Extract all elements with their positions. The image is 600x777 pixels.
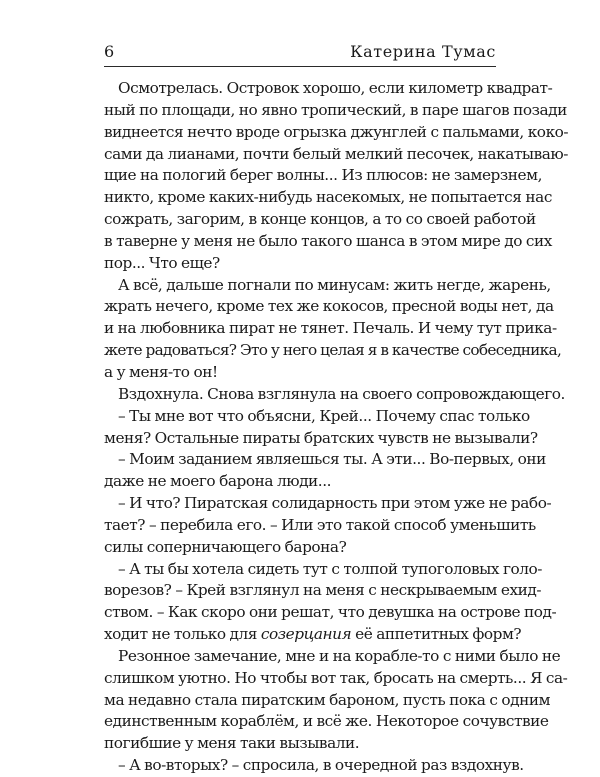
text-line: жрать нечего, кроме тех же кокосов, пресной воды нет, да (104, 297, 554, 316)
text-line: в таверне у меня не было такого шанса в этом мире до сих (104, 231, 552, 250)
paragraph (104, 384, 565, 406)
paragraph (104, 406, 538, 450)
text-line: ма недавно стала пиратским бароном, пусть пока с одним (104, 690, 551, 709)
body-text (104, 78, 569, 777)
text-line: ный по площади, но явно тропический, в паре шагов позади (104, 100, 567, 119)
text-line: – А во-вторых? – спросила, в очередной раз вздохнув. (118, 756, 524, 775)
paragraph (104, 755, 524, 777)
text-line: – А ты бы хотела сидеть тут с толпой тупоголовых голо- (118, 559, 543, 578)
italic-word: созерцания (260, 625, 352, 644)
text-line: слишком уютно. Но чтобы вот так, бросать на смерть... Я са- (104, 668, 568, 687)
paragraph (104, 449, 546, 493)
text-line: ством. – Как скоро они решат, что девушка на острове под- (104, 603, 557, 622)
text-line: жете радоваться? Это у него целая я в качестве собеседника, (104, 341, 562, 360)
running-head-author: Катерина Тумас (350, 42, 496, 61)
text-line: ворезов? – Крей взглянул на меня с нескрываемым ехид- (104, 581, 542, 600)
text-line: даже не моего барона люди... (104, 472, 332, 491)
text-segment: её аппетитных форм? (351, 625, 522, 644)
text-line: никто, кроме каких-нибудь насекомых, не попытается нас (104, 188, 552, 207)
text-line: тает? – перебила его. – Или это такой способ уменьшить (104, 515, 536, 534)
paragraph (104, 559, 557, 646)
text-line: – Моим заданием являешься ты. А эти... Во-первых, они (118, 450, 546, 469)
paragraph (104, 493, 552, 559)
text-line: – И что? Пиратская солидарность при этом уже не рабо- (118, 494, 552, 513)
text-line: а у меня-то он! (104, 362, 218, 381)
text-line: А всё, дальше погнали по минусам: жить негде, жарень, (118, 275, 551, 294)
text-line: щие на пологий берег волны... Из плюсов: не замерзнем, (104, 166, 543, 185)
paragraph (104, 275, 562, 384)
text-line-with-italic (104, 624, 522, 646)
text-line: пор... Что еще? (104, 253, 220, 272)
page-header (104, 42, 496, 67)
text-line: единственным кораблём, и всё же. Некоторое сочувствие (104, 712, 549, 731)
text-line: сами да лианами, почти белый мелкий песочек, накатываю- (104, 144, 569, 163)
text-line: Резонное замечание, мне и на корабле-то с ними было не (118, 646, 561, 665)
page-number: 6 (104, 42, 115, 61)
text-line: сожрать, загорим, в конце концов, а то со своей работой (104, 210, 536, 229)
text-line: – Ты мне вот что объясни, Крей... Почему спас только (118, 406, 530, 425)
paragraph (104, 646, 568, 755)
text-line: меня? Остальные пираты братских чувств не вызывали? (104, 428, 538, 447)
text-line: силы соперничающего барона? (104, 537, 347, 556)
text-segment: ходит не только для (104, 625, 261, 644)
text-line: Осмотрелась. Островок хорошо, если километр квадрат- (118, 79, 553, 97)
text-line: и на любовника пират не тянет. Печаль. И чему тут прика- (104, 319, 557, 338)
text-line: Вздохнула. Снова взглянула на своего сопровождающего. (118, 384, 565, 403)
text-line: погибшие у меня таки вызывали. (104, 734, 360, 753)
text-line: виднеется нечто вроде огрызка джунглей с пальмами, коко- (104, 122, 569, 141)
paragraph (104, 78, 569, 275)
